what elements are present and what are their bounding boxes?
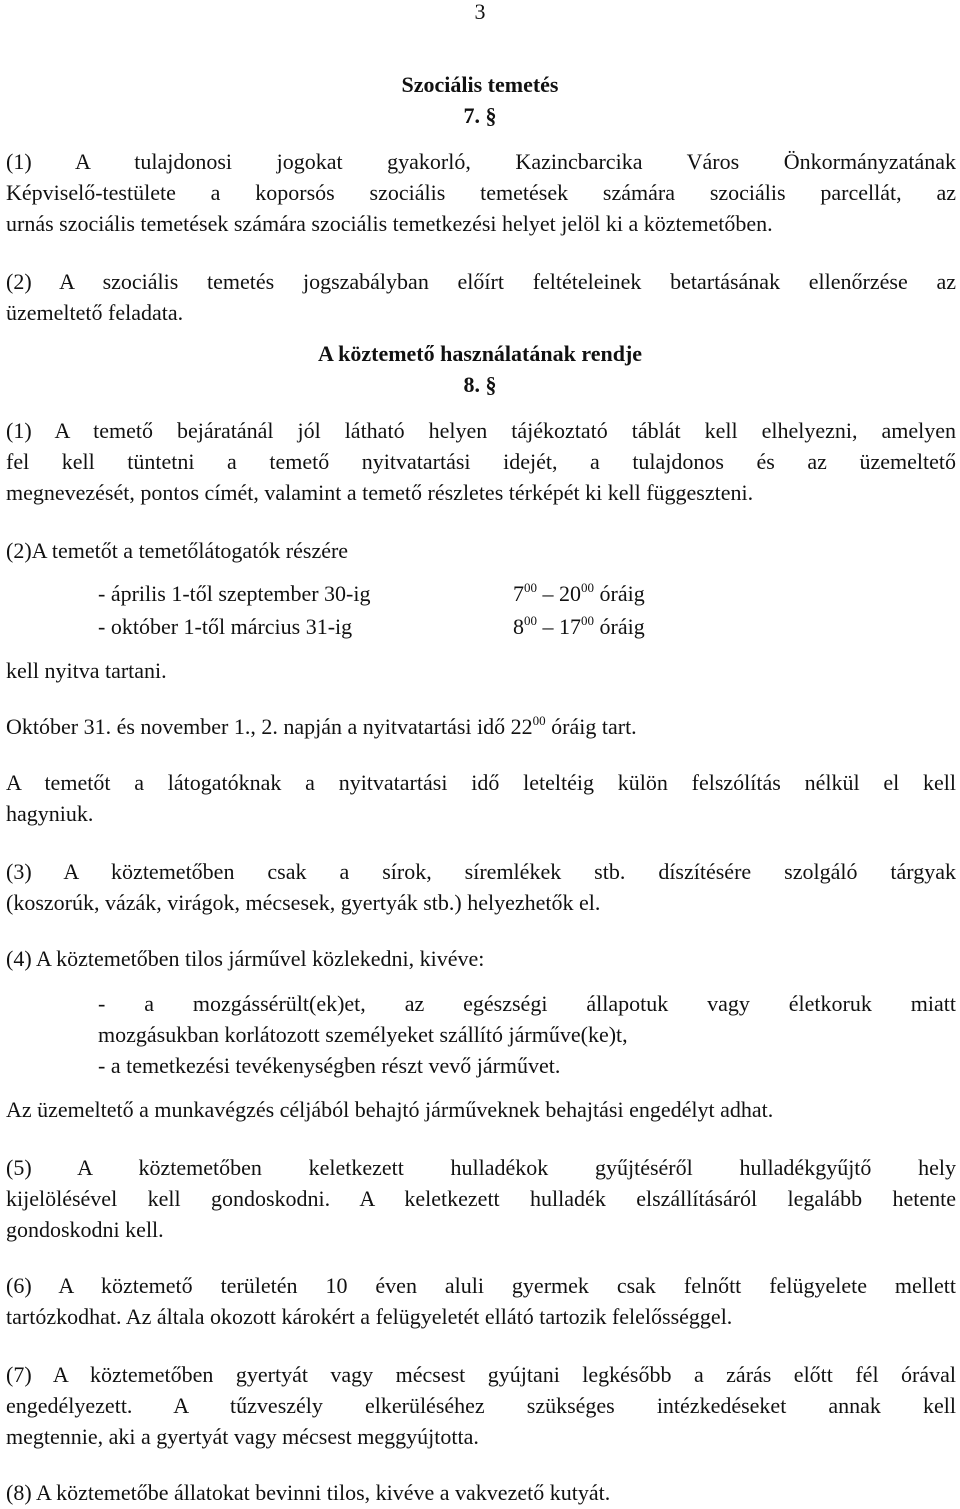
text-line: (6) A köztemető területén 10 éven aluli gyermek csak felnőtt felügyelete mellett: [6, 1273, 956, 1298]
hours-unit: óráig: [594, 581, 645, 606]
paragraph-8-7: [6, 1359, 956, 1452]
hours-to-min: 00: [581, 580, 594, 595]
holiday-sup: 00: [532, 713, 546, 728]
text-line: urnás szociális temetések számára szociális temetkezési helyet jelöl ki a köztemetőben.: [6, 211, 773, 236]
paragraph-8-5: [6, 1152, 956, 1245]
text-line: (5) A köztemetőben keletkezett hulladékok gyűjtéséről hulladékgyűjtő hely: [6, 1155, 956, 1180]
paragraph-7-1: [6, 146, 956, 239]
text-line: üzemeltető feladata.: [6, 300, 184, 325]
hours-period: - október 1-től március 31-ig: [98, 614, 353, 639]
paragraph-8-2-outro: kell nyitva tartani.: [6, 658, 167, 683]
hours-from: 8: [513, 614, 524, 639]
text-line: (1) A tulajdonosi jogokat gyakorló, Kazincbarcika Város Önkormányzatának: [6, 149, 956, 174]
hours-from-min: 00: [524, 613, 537, 628]
hours-time: [513, 578, 645, 609]
paragraph-8-1: [6, 415, 956, 508]
leave-notice: [6, 767, 956, 829]
vehicle-exception-list: [98, 988, 956, 1081]
permit-text: Az üzemeltető a munkavégzés céljából behajtó járműveknek behajtási engedélyt adhat.: [6, 1097, 774, 1122]
holiday-text-end: óráig tart.: [545, 714, 637, 739]
paragraph-8-8: (8) A köztemetőbe állatokat bevinni tilos, kivéve a vakvezető kutyát.: [6, 1480, 611, 1505]
holiday-text: Október 31. és november 1., 2. napján a nyitvatartási idő 22: [6, 714, 533, 739]
hours-to: 20: [559, 581, 581, 606]
paragraph-8-6: [6, 1270, 956, 1332]
text-line: Képviselő-testülete a koporsós szociális temetések számára szociális parcellát, az: [6, 180, 956, 205]
hours-unit: óráig: [594, 614, 645, 639]
paragraph-8-2-intro: (2)A temetőt a temetőlátogatók részére: [6, 538, 349, 563]
hours-from-min: 00: [524, 580, 537, 595]
text-line: (1) A temető bejáratánál jól látható helyen tájékoztató táblát kell elhelyezni, amelyen: [6, 418, 956, 443]
hours-to-min: 00: [581, 613, 594, 628]
paragraph-7-2: [6, 266, 956, 328]
text-line: megtennie, aki a gyertyát vagy mécsest meggyújtotta.: [6, 1424, 479, 1449]
paragraph-8-3: [6, 856, 956, 918]
holiday-hours-text: [6, 711, 956, 742]
hours-time: [513, 611, 645, 642]
text-line: (7) A köztemetőben gyertyát vagy mécsest gyújtani legkésőbb a zárás előtt fél órával: [6, 1362, 956, 1387]
section-title-cemetery-rules: A köztemető használatának rendje: [317, 341, 643, 366]
section-title-social-burial: Szociális temetés: [401, 72, 559, 97]
hours-dash: –: [537, 614, 559, 639]
text-line: (2) A szociális temetés jogszabályban előírt feltételeinek betartásának ellenőrzése az: [6, 269, 956, 294]
paragraph-number-7: 7. §: [463, 103, 497, 128]
text-line: (3) A köztemetőben csak a sírok, síremlékek stb. díszítésére szolgáló tárgyak: [6, 859, 956, 884]
text-line: A temetőt a látogatóknak a nyitvatartási idő leteltéig külön felszólítás nélkül el kell: [6, 770, 956, 795]
paragraph-number-8: 8. §: [463, 372, 497, 397]
text-line: gondoskodni kell.: [6, 1217, 164, 1242]
page-number: 3: [474, 0, 486, 24]
paragraph-8-4-intro: (4) A köztemetőben tilos járművel közlekedni, kivéve:: [6, 946, 485, 971]
text-line: hagyniuk.: [6, 801, 94, 826]
hours-to: 17: [559, 614, 581, 639]
hours-dash: –: [537, 581, 559, 606]
list-item: mozgásukban korlátozott személyeket szállító járműve(ke)t,: [98, 1022, 628, 1047]
text-line: kijelölésével kell gondoskodni. A keletkezett hulladék elszállításáról legalább hetente: [6, 1186, 956, 1211]
hours-period: - április 1-től szeptember 30-ig: [98, 581, 371, 606]
text-line: megnevezését, pontos címét, valamint a temető részletes térképét ki kell függeszteni.: [6, 480, 754, 505]
text-line: tartózkodhat. Az általa okozott károkért a felügyeletét ellátó tartozik felelősséggel.: [6, 1304, 733, 1329]
text-line: engedélyezett. A tűzveszély elkerüléséhez szükséges intézkedéseket annak kell: [6, 1393, 956, 1418]
text-line: (koszorúk, vázák, virágok, mécsesek, gyertyák stb.) helyezhetők el.: [6, 890, 601, 915]
text-line: fel kell tüntetni a temető nyitvatartási idejét, a tulajdonos és az üzemeltető: [6, 449, 956, 474]
hours-from: 7: [513, 581, 524, 606]
list-item: - a temetkezési tevékenységben részt vevő járművet.: [98, 1053, 561, 1078]
list-item: - a mozgássérült(ek)et, az egészségi állapotuk vagy életkoruk miatt: [98, 991, 956, 1016]
